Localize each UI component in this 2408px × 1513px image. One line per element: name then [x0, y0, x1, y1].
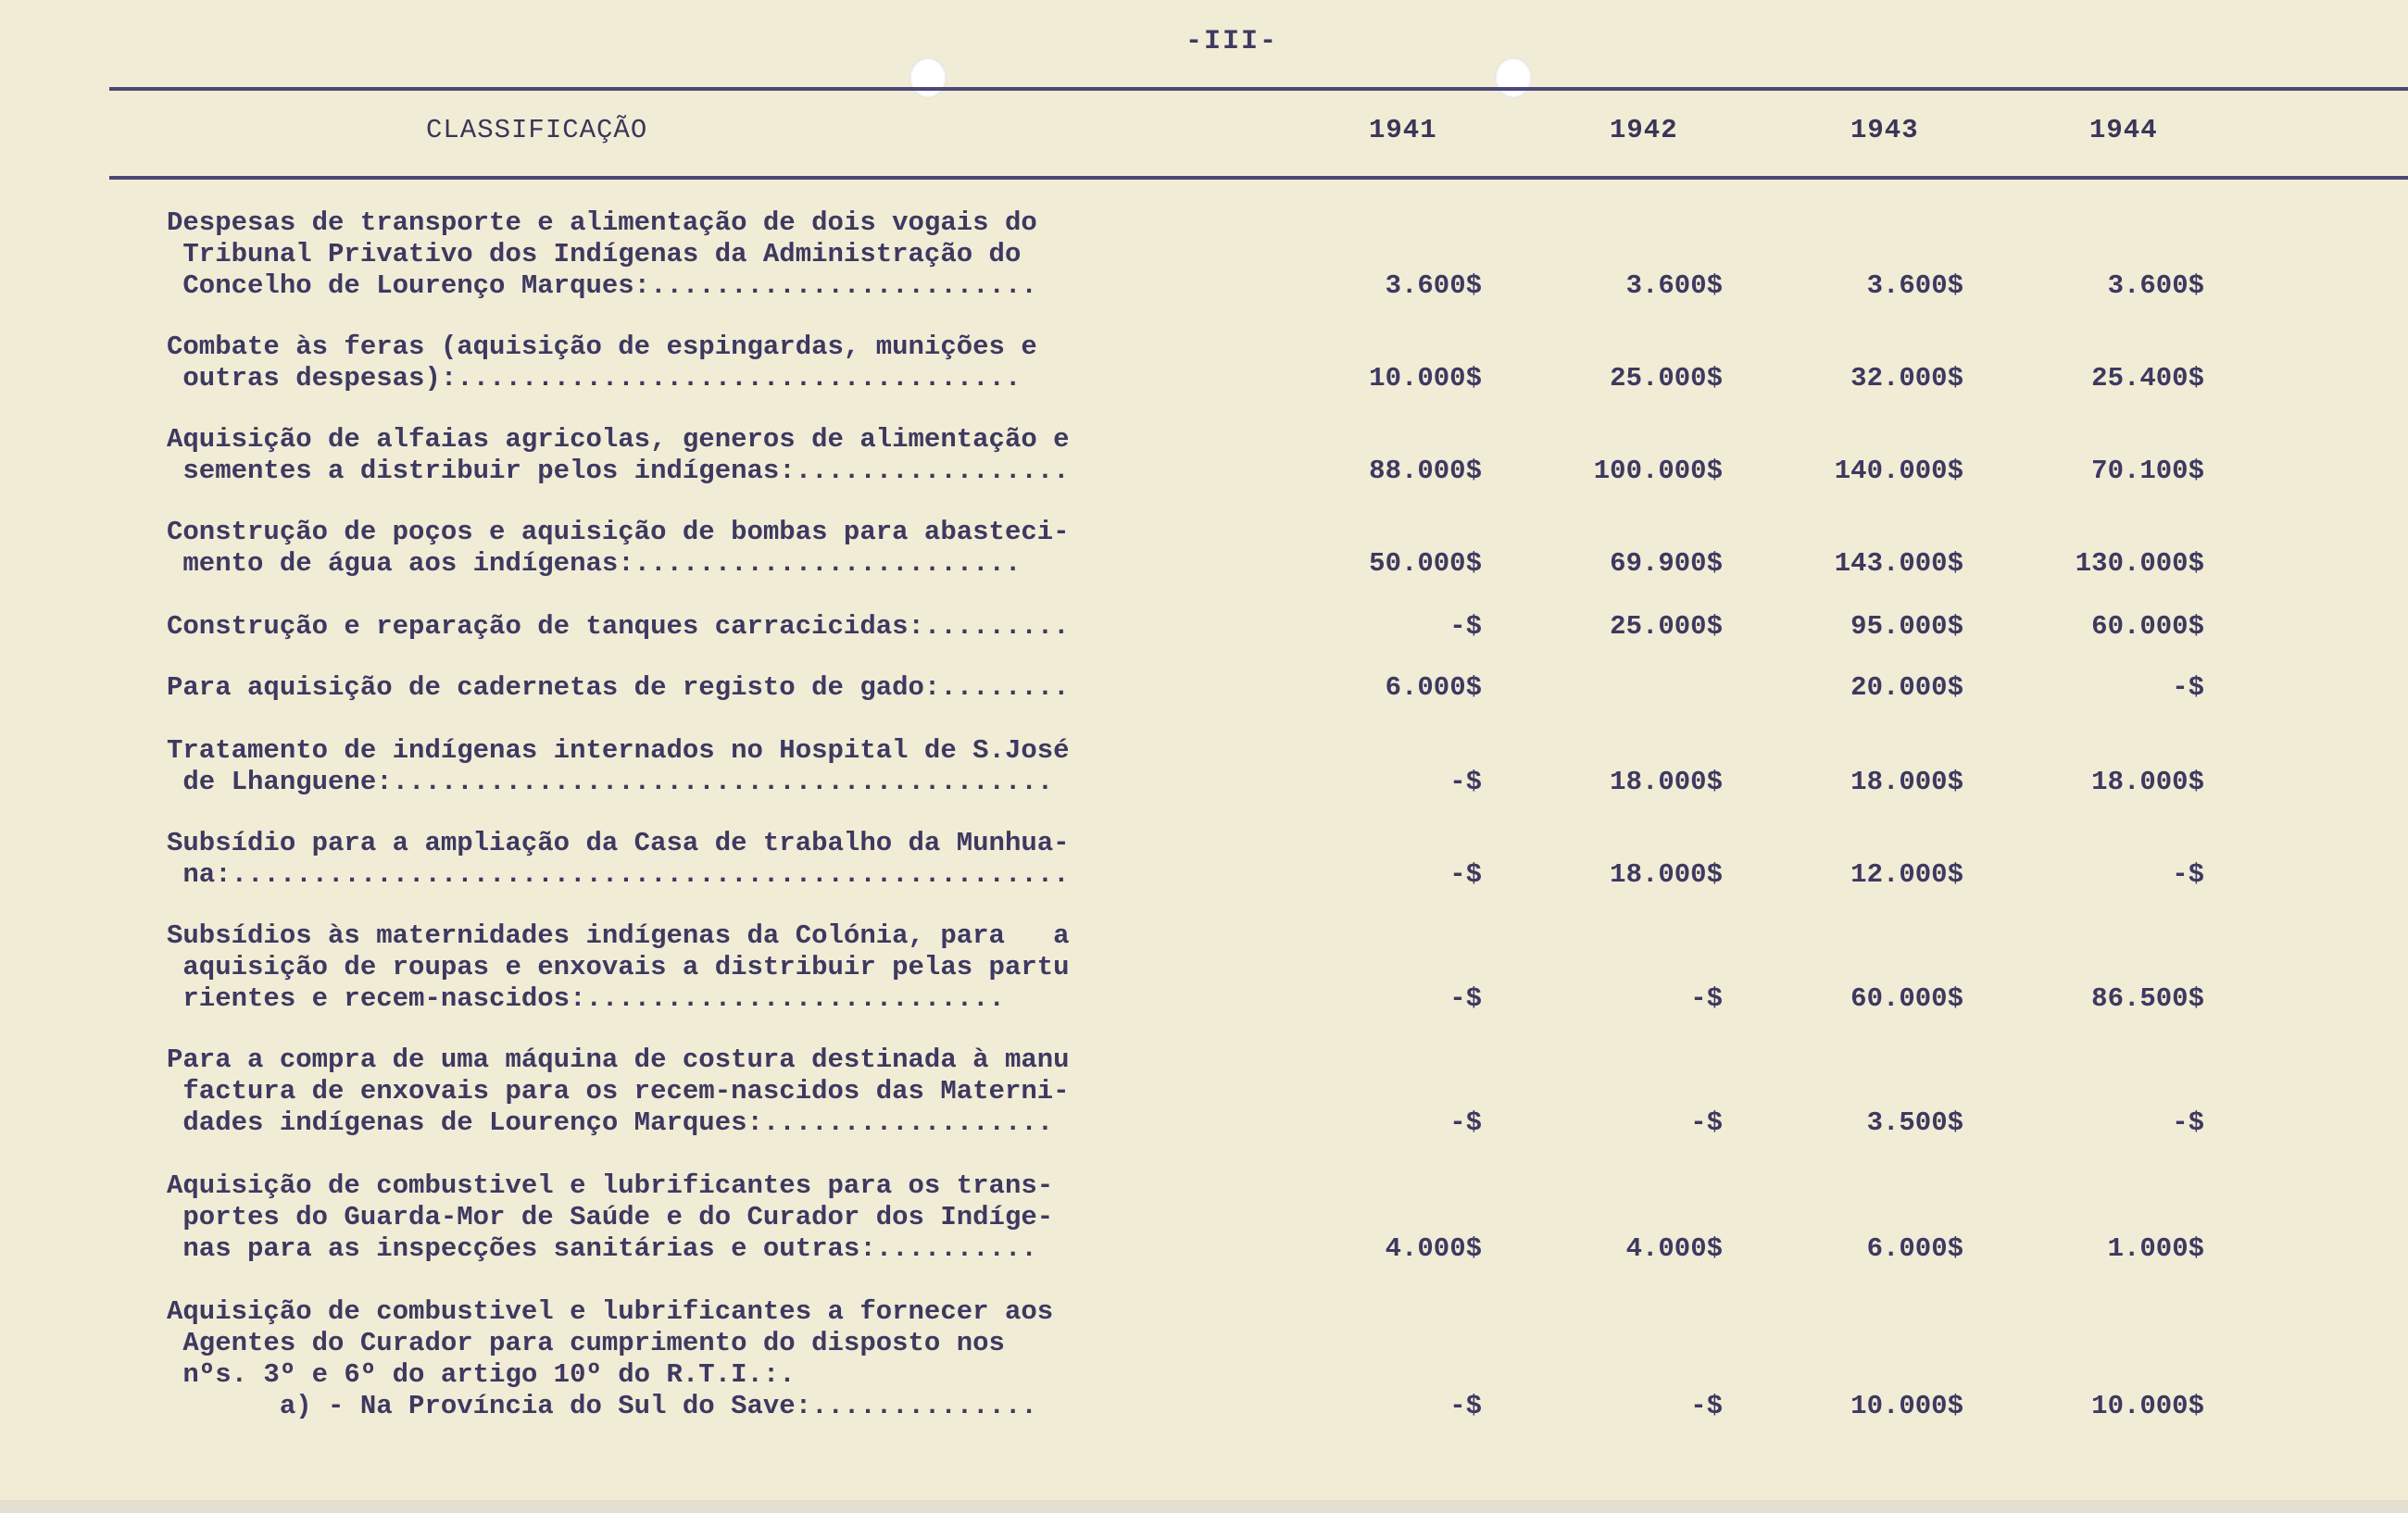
value-1942: 69.900$	[1610, 548, 1723, 579]
value-1943: 20.000$	[1850, 672, 1963, 703]
value-1943: 95.000$	[1850, 611, 1963, 642]
value-1944: 10.000$	[2091, 1391, 2204, 1421]
value-1941: -$	[1449, 1391, 1482, 1421]
value-1941: 3.600$	[1385, 270, 1482, 301]
header-rule	[109, 176, 2408, 180]
value-1942: 18.000$	[1610, 767, 1723, 797]
value-1944: -$	[2172, 1107, 2204, 1138]
value-1944: 70.100$	[2091, 456, 2204, 486]
row-description: Subsídio para a ampliação da Casa de trabalho da Munhua- na:....................................................	[167, 828, 1070, 890]
row-description: Construção de poços e aquisição de bombas para abasteci- mento de água aos indígenas:........................	[167, 517, 1070, 579]
value-1944: 86.500$	[2091, 983, 2204, 1014]
value-1941: -$	[1449, 983, 1482, 1014]
value-1941: 88.000$	[1369, 456, 1482, 486]
value-1944: 130.000$	[2075, 548, 2204, 579]
value-1942: -$	[1690, 983, 1723, 1014]
value-1943: 143.000$	[1834, 548, 1963, 579]
value-1943: 3.600$	[1866, 270, 1963, 301]
value-1943: 60.000$	[1850, 983, 1963, 1014]
value-1942: 100.000$	[1593, 456, 1723, 486]
row-description: Para aquisição de cadernetas de registo de gado:........	[167, 672, 1070, 703]
value-1944: 60.000$	[2091, 611, 2204, 642]
value-1941: -$	[1449, 611, 1482, 642]
value-1944: 3.600$	[2107, 270, 2204, 301]
row-description: Construção e reparação de tanques carracicidas:.........	[167, 611, 1070, 642]
value-1944: 25.400$	[2091, 363, 2204, 394]
value-1944: -$	[2172, 859, 2204, 890]
row-description: Aquisição de alfaias agricolas, generos de alimentação e sementes a distribuir pelos indígenas:.................	[167, 424, 1070, 486]
value-1941: 50.000$	[1369, 548, 1482, 579]
punch-hole	[1495, 57, 1532, 98]
value-1943: 12.000$	[1850, 859, 1963, 890]
value-1942: -$	[1690, 1391, 1723, 1421]
header-year-1942: 1942	[1610, 115, 1678, 145]
row-description: Para a compra de uma máquina de costura destinada à manu factura de enxovais para os recem-nascidos das Materni- dades indígenas de Lourenço Marques:..................	[167, 1044, 1070, 1138]
value-1944: 1.000$	[2107, 1233, 2204, 1264]
header-year-1944: 1944	[2089, 115, 2158, 145]
header-year-1941: 1941	[1369, 115, 1437, 145]
value-1942: 18.000$	[1610, 859, 1723, 890]
row-description: Combate às feras (aquisição de espingardas, munições e outras despesas):...................................	[167, 331, 1037, 394]
page-bottom-edge	[0, 1500, 2408, 1513]
value-1941: 4.000$	[1385, 1233, 1482, 1264]
row-description: Despesas de transporte e alimentação de dois vogais do Tribunal Privativo dos Indígenas da Administração do Concelho de Lourenço Marques:........................	[167, 207, 1037, 301]
value-1941: 6.000$	[1385, 672, 1482, 703]
value-1943: 6.000$	[1866, 1233, 1963, 1264]
page-number: -III-	[1185, 26, 1278, 57]
value-1942: 25.000$	[1610, 611, 1723, 642]
header-classification: CLASSIFICAÇÃO	[426, 115, 648, 145]
value-1943: 3.500$	[1866, 1107, 1963, 1138]
value-1943: 18.000$	[1850, 767, 1963, 797]
top-rule	[109, 87, 2408, 91]
value-1941: -$	[1449, 859, 1482, 890]
row-description: Subsídios às maternidades indígenas da Colónia, para a aquisição de roupas e enxovais a distribuir pelas partu rientes e recem-nascidos:..........................	[167, 920, 1070, 1014]
value-1944: -$	[2172, 672, 2204, 703]
row-description: Aquisição de combustivel e lubrificantes para os trans- portes do Guarda-Mor de Saúde e do Curador dos Indíge- nas para as inspecções sanitárias e outras:..........	[167, 1170, 1054, 1264]
value-1942: 25.000$	[1610, 363, 1723, 394]
value-1941: -$	[1449, 1107, 1482, 1138]
value-1944: 18.000$	[2091, 767, 2204, 797]
value-1942: -$	[1690, 1107, 1723, 1138]
header-year-1943: 1943	[1850, 115, 1919, 145]
value-1942: 4.000$	[1625, 1233, 1723, 1264]
value-1943: 10.000$	[1850, 1391, 1963, 1421]
table-header	[0, 115, 2408, 161]
row-description: Tratamento de indígenas internados no Hospital de S.José de Lhanguene:.........................................	[167, 735, 1070, 797]
value-1942: 3.600$	[1625, 270, 1723, 301]
punch-hole	[909, 57, 947, 98]
value-1943: 32.000$	[1850, 363, 1963, 394]
row-description: Aquisição de combustivel e lubrificantes a fornecer aos Agentes do Curador para cumprimento do disposto nos nºs. 3º e 6º do artigo 10º do R.T.I.:. a) - Na Província do Sul do Save:..............	[167, 1296, 1054, 1421]
value-1941: 10.000$	[1369, 363, 1482, 394]
value-1941: -$	[1449, 767, 1482, 797]
value-1943: 140.000$	[1834, 456, 1963, 486]
